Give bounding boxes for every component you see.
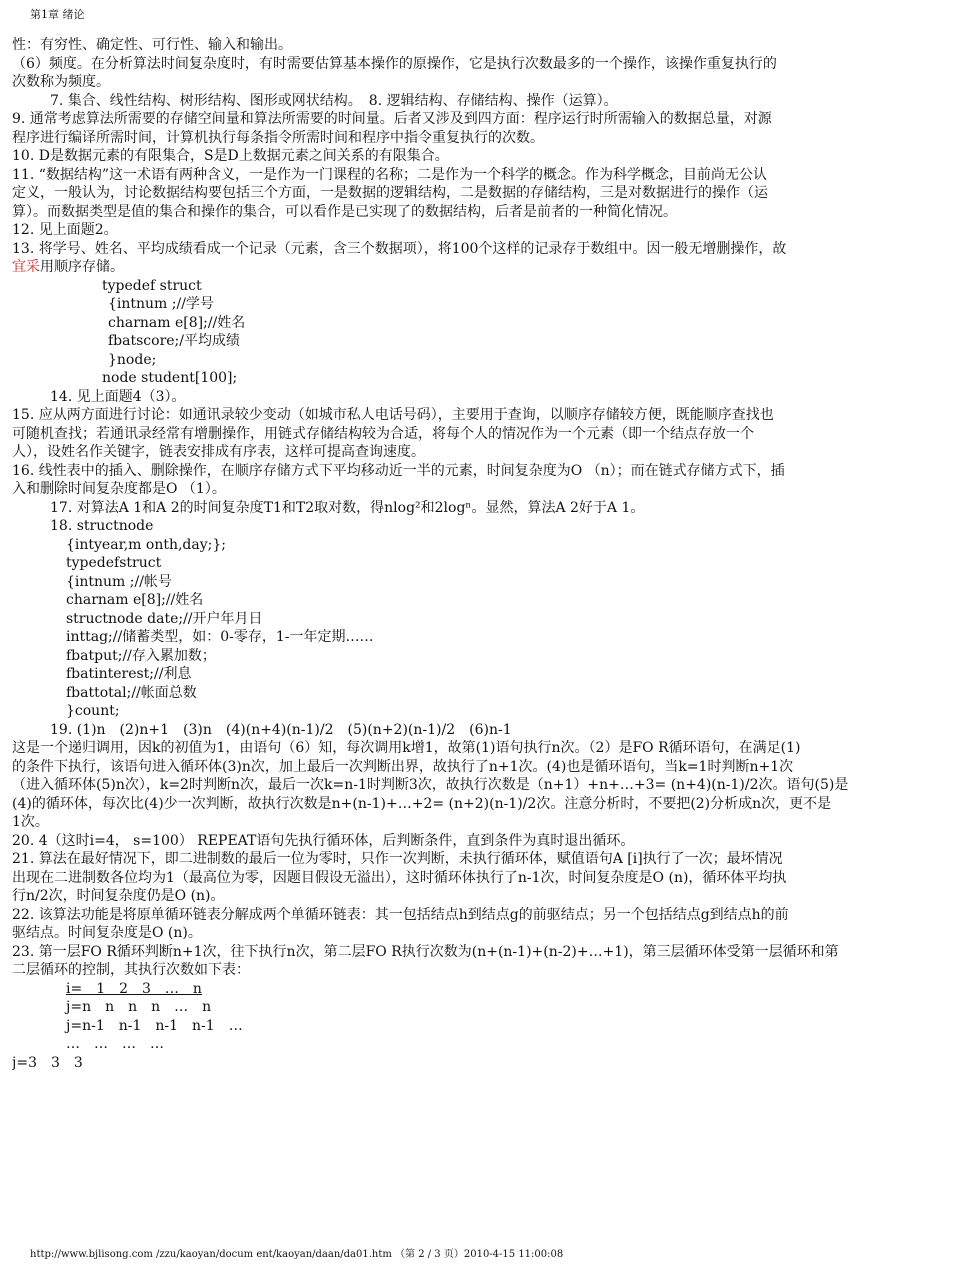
line-text: 驱结点。时间复杂度是O (n)。 xyxy=(12,925,202,941)
line-text: }count; xyxy=(66,703,120,719)
text-line xyxy=(12,517,967,536)
line-text: 15. 应从两方面进行讨论：如通讯录较少变动（如城市私人电话号码），主要用于查询，以顺序存储较方便，既能顺序查找也 xyxy=(12,407,774,423)
text-line xyxy=(12,332,967,351)
line-text: 程序进行编译所需时间，计算机执行每条指令所需时间和程序中指令重复执行的次数。 xyxy=(12,129,544,146)
highlighted-text: 宜采 xyxy=(12,259,40,275)
line-text: j=n n n n … n xyxy=(66,999,212,1015)
text-line xyxy=(12,554,967,573)
text-line xyxy=(12,73,967,92)
text-line xyxy=(12,462,967,481)
line-text: fbatput;//存入累加数； xyxy=(66,647,216,664)
text-line xyxy=(12,758,967,777)
line-text: 定义，一般认为，讨论数据结构要包括三个方面，一是数据的逻辑结构，二是数据的存储结构，三是对数据进行的操作（运 xyxy=(12,185,768,201)
text-line xyxy=(12,92,967,111)
line-text: typedef struct xyxy=(102,277,202,294)
line-text: 次数称为频度。 xyxy=(12,74,110,90)
page-footer: http://www.bjlisong.com /zzu/kaoyan/docum ent/kaoyan/daan/da01.htm （第 2 / 3 页）2010-4-15 11:00:08 xyxy=(30,1249,564,1260)
text-line xyxy=(12,499,967,518)
text-line xyxy=(12,36,967,55)
line-text: 人），设姓名作关键字，链表安排成有序表，这样可提高查询速度。 xyxy=(12,444,425,460)
line-text: fbatscore;/平均成绩 xyxy=(108,333,240,349)
line-text: 性：有穷性、确定性、可行性、输入和输出。 xyxy=(12,37,292,53)
line-text: charnam e[8];//姓名 xyxy=(66,592,204,608)
line-text: j=n-1 n-1 n-1 n-1 … xyxy=(66,1017,243,1034)
text-line xyxy=(12,129,967,148)
line-text: structnode date;//开户年月日 xyxy=(66,610,263,627)
text-line xyxy=(12,998,967,1017)
line-text: 20. 4（这时i=4， s=100） REPEAT语句先执行循环体，后判断条件，直到条件为真时退出循环。 xyxy=(12,832,635,849)
line-text: 行n/2次，时间复杂度仍是O (n)。 xyxy=(12,888,225,904)
text-line xyxy=(12,573,967,592)
text-line xyxy=(12,628,967,647)
text-line xyxy=(12,351,967,370)
text-line xyxy=(12,295,967,314)
text-line xyxy=(12,813,967,832)
text-line xyxy=(12,536,967,555)
text-line xyxy=(12,739,967,758)
line-text: 用顺序存储。 xyxy=(40,259,124,275)
text-line xyxy=(12,203,967,222)
text-line xyxy=(12,55,967,74)
text-line xyxy=(12,147,967,166)
line-text: 可随机查找；若通讯录经常有增删操作，用链式存储结构较为合适，将每个人的情况作为一个元素（即一个结点存放一个 xyxy=(12,425,754,442)
line-text: fbattotal;//帐面总数 xyxy=(66,684,197,701)
line-text: 21. 算法在最好情况下，即二进制数的最后一位为零时，只作一次判断，未执行循环体，赋值语句A [i]执行了一次；最坏情况 xyxy=(12,851,783,867)
text-line xyxy=(12,184,967,203)
text-line xyxy=(12,166,967,185)
text-line xyxy=(12,702,967,721)
text-line xyxy=(12,591,967,610)
text-line xyxy=(12,924,967,943)
line-text: i= 1 2 3 … n xyxy=(66,980,202,997)
line-text: 18. structnode xyxy=(50,518,154,534)
text-line xyxy=(12,832,967,851)
text-line xyxy=(12,887,967,906)
line-text: 16. 线性表中的插入、删除操作，在顺序存储方式下平均移动近一半的元素，时间复杂度为O （n）；而在链式存储方式下，插 xyxy=(12,462,785,479)
text-line xyxy=(12,221,967,240)
text-line xyxy=(12,1054,967,1073)
text-line xyxy=(12,869,967,888)
line-text: 11. “数据结构”这一术语有两种含义，一是作为一门课程的名称；二是作为一个科学的概念。作为科学概念，目前尚无公认 xyxy=(12,166,768,183)
chapter-header: 第1章 绪论 xyxy=(30,8,85,21)
line-text: 入和删除时间复杂度都是O （1）。 xyxy=(12,481,226,497)
document-body xyxy=(12,36,967,1072)
line-text: fbatinterest;//利息 xyxy=(66,666,192,682)
text-line xyxy=(12,776,967,795)
text-line xyxy=(12,684,967,703)
line-text: {intyear,m onth,day;}; xyxy=(66,536,226,553)
line-text: 13. 将学号、姓名、平均成绩看成一个记录（元素，含三个数据项），将100个这样的记录存于数组中。因一般无增删操作，故 xyxy=(12,240,787,257)
line-text: 17. 对算法A 1和A 2的时间复杂度T1和T2取对数，得nlog²和2logⁿ。显然，算法A 2好于A 1。 xyxy=(50,499,645,516)
line-text: 7. 集合、线性结构、树形结构、图形或网状结构。 8. 逻辑结构、存储结构、操作（运算）。 xyxy=(50,92,618,109)
line-text: (4)的循环体，每次比(4)少一次判断，故执行次数是n+(n-1)+…+2= (n+2)(n-1)/2次。注意分析时，不要把(2)分析成n次，更不是 xyxy=(12,795,832,812)
text-line xyxy=(12,425,967,444)
line-text: j=3 3 3 xyxy=(12,1054,83,1071)
text-line xyxy=(12,480,967,499)
line-text: charnam e[8];//姓名 xyxy=(108,314,246,331)
line-text: 这是一个递归调用，因k的初值为1，由语句（6）知，每次调用k增1，故第(1)语句执行n次。（2）是FO R循环语句，在满足(1) xyxy=(12,740,801,756)
line-text: 出现在二进制数各位均为1（最高位为零，因题目假设无溢出），这时循环体执行了n-1次，时间复杂度是O (n)，循环体平均执 xyxy=(12,869,787,886)
text-line xyxy=(12,943,967,962)
text-line xyxy=(12,850,967,869)
text-line xyxy=(12,258,967,277)
line-text: 算）。而数据类型是值的集合和操作的集合，可以看作是已实现了的数据结构，后者是前者的一种简化情况。 xyxy=(12,203,677,220)
text-line xyxy=(12,110,967,129)
text-line xyxy=(12,721,967,740)
line-text: 14. 见上面题4（3）。 xyxy=(50,388,186,405)
text-line xyxy=(12,665,967,684)
line-text: inttag;//储蓄类型，如：0-零存，1-一年定期…… xyxy=(66,629,374,645)
line-text: 10. D是数据元素的有限集合，S是D上数据元素之间关系的有限集合。 xyxy=(12,148,449,164)
line-text: （进入循环体(5)n次），k=2时判断n次，最后一次k=n-1时判断3次，故执行次数是（n+1）+n+…+3= (n+4)(n-1)/2次。语句(5)是 xyxy=(12,777,849,793)
text-line xyxy=(12,406,967,425)
line-text: typedefstruct xyxy=(66,555,162,571)
line-text: 19. (1)n (2)n+1 (3)n (4)(n+4)(n-1)/2 (5)(n+2)(n-1)/2 (6)n-1 xyxy=(50,721,512,738)
text-line xyxy=(12,906,967,925)
text-line xyxy=(12,388,967,407)
line-text: }node; xyxy=(108,351,157,368)
text-line xyxy=(12,314,967,333)
line-text: 1次。 xyxy=(12,814,49,830)
text-line xyxy=(12,980,967,999)
text-line xyxy=(12,240,967,259)
line-text: 23. 第一层FO R循环判断n+1次，往下执行n次，第二层FO R执行次数为(n+(n-1)+(n-2)+…+1)，第三层循环体受第一层循环和第 xyxy=(12,943,839,960)
line-text: {intnum ;//帐号 xyxy=(66,573,172,590)
line-text: 二层循环的控制，其执行次数如下表： xyxy=(12,962,250,978)
line-text: 12. 见上面题2。 xyxy=(12,222,118,238)
text-line xyxy=(12,369,967,388)
line-text: … … … … xyxy=(66,1036,164,1052)
line-text: 的条件下执行，该语句进入循环体(3)n次，加上最后一次判断出界，故执行了n+1次。(4)也是循环语句，当k=1时判断n+1次 xyxy=(12,758,794,775)
line-text: {intnum ;//学号 xyxy=(108,296,214,312)
text-line xyxy=(12,795,967,814)
line-text: node student[100]; xyxy=(102,370,238,386)
text-line xyxy=(12,277,967,296)
text-line xyxy=(12,1017,967,1036)
text-line xyxy=(12,647,967,666)
text-line xyxy=(12,961,967,980)
line-text: （6）频度。在分析算法时间复杂度时，有时需要估算基本操作的原操作，它是执行次数最多的一个操作，该操作重复执行的 xyxy=(12,55,777,72)
text-line xyxy=(12,610,967,629)
text-line xyxy=(12,1035,967,1054)
line-text: 22. 该算法功能是将原单循环链表分解成两个单循环链表：其一包括结点h到结点g的前驱结点；另一个包括结点g到结点h的前 xyxy=(12,906,789,923)
text-line xyxy=(12,443,967,462)
line-text: 9. 通常考虑算法所需要的存储空间量和算法所需要的时间量。后者又涉及到四方面：程序运行时所需输入的数据总量，对源 xyxy=(12,111,772,127)
